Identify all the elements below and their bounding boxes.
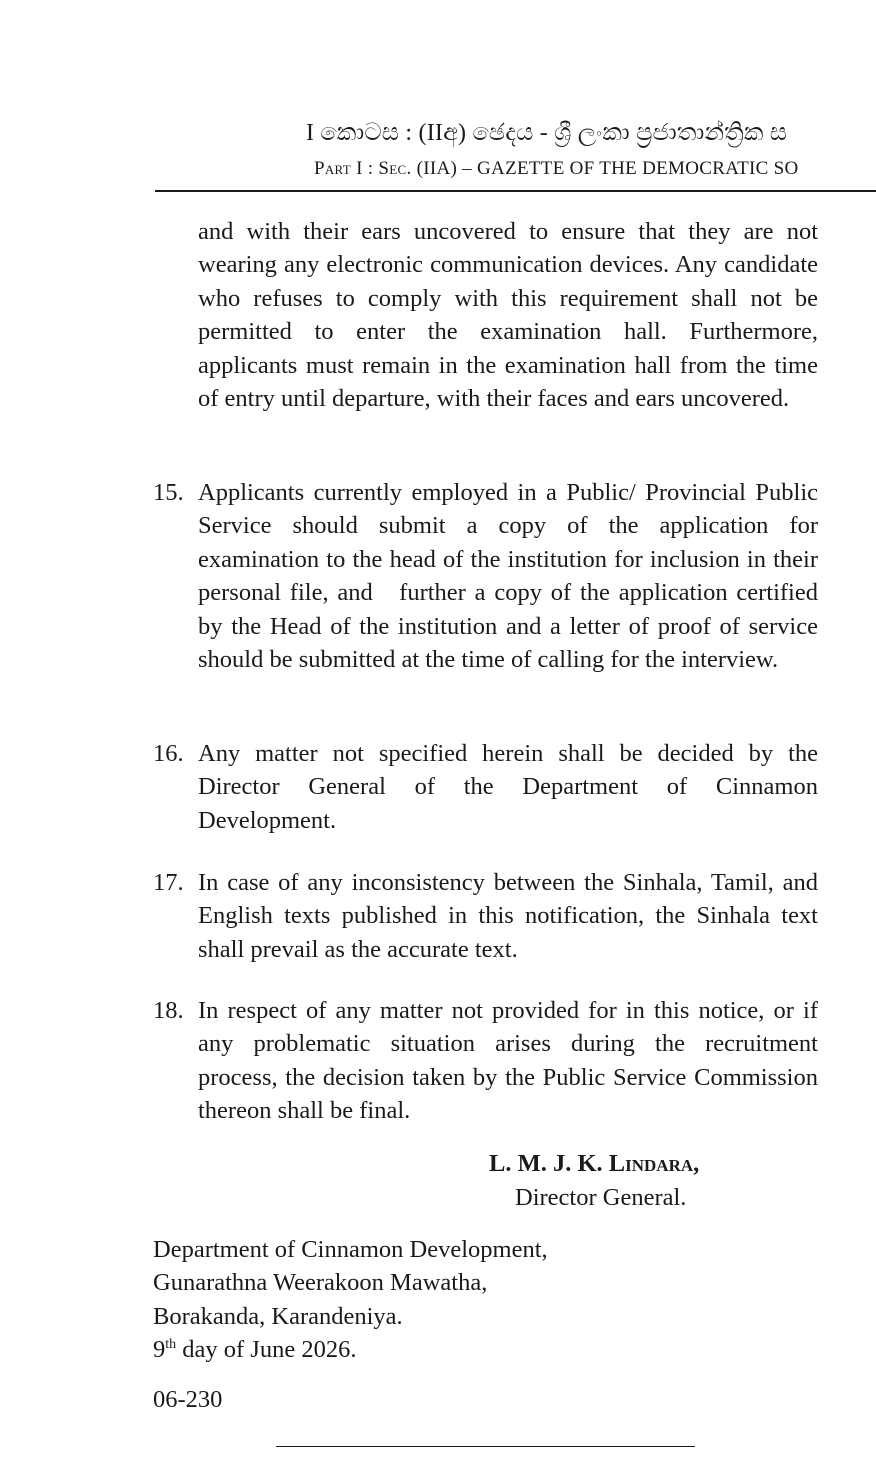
address-line-street: Gunarathna Weerakoon Mawatha, (153, 1269, 488, 1297)
signatory-title: Director General. (515, 1184, 687, 1211)
clause-text: In case of any inconsistency between the Sinhala, Tamil, and English texts published in this notification, the Sinhala text shall prevail as the accurate text. (198, 869, 818, 963)
header-divider (155, 190, 876, 192)
footer-divider (276, 1446, 695, 1447)
clause-number: 17. (153, 869, 184, 896)
clause-17 (153, 866, 818, 966)
header-english-title (314, 158, 799, 180)
clause-number: 16. (153, 740, 184, 767)
header-sinhala-title: I කොටස : (IIඅ) ඡෙදය - ශ්‍රී ලංකා ප්‍රජාතාන්ත්‍රික ස (306, 120, 788, 146)
signatory-initials: L. M. J. K. (489, 1150, 603, 1177)
date-line (153, 1333, 548, 1366)
header-part-word: Part (314, 158, 351, 179)
header-gazette-title: (IIA) – GAZETTE OF THE DEMOCRATIC SO (416, 158, 799, 179)
continued-paragraph: and with their ears uncovered to ensure that they are not wearing any electronic communication devices. Any candidate who refuses to comply with this requirement shall not be permitted to enter the examination hall. Furthermore, applicants must remain in the examination hall from the time of entry until departure, with their faces and ears uncovered. (198, 218, 818, 413)
reference-number: 06-230 (153, 1386, 223, 1413)
clause-text: Any matter not specified herein shall be decided by the Director General of the Department of Cinnamon Development. (198, 740, 818, 834)
clause-16 (153, 737, 818, 837)
clause-number: 15. (153, 479, 184, 506)
clause-text: In respect of any matter not provided for in this notice, or if any problematic situation arises during the recruitment process, the decision taken by the Public Service Commission thereon shall be final. (198, 997, 818, 1125)
date-rest: day of June 2026. (176, 1336, 357, 1364)
clause-number: 18. (153, 997, 184, 1024)
address-line-town: Borakanda, Karandeniya. (153, 1302, 403, 1330)
header-part-number: I : (356, 158, 374, 179)
address-line-department: Department of Cinnamon Development, (153, 1236, 548, 1263)
signatory-name (489, 1150, 699, 1178)
clause-text: Applicants currently employed in a Public/ Provincial Public Service should submit a copy of the application for examination to the head of the institution for inclusion in their personal file, and further a copy of the application certified by the Head of the institution and a letter of proof of service should be submitted at the time of calling for the interview. (198, 479, 818, 674)
address-block (153, 1233, 548, 1367)
date-suffix: th (165, 1337, 177, 1353)
signatory-surname: Lindara, (608, 1150, 700, 1177)
header-sec-word: Sec. (378, 158, 412, 179)
clause-15 (153, 476, 818, 676)
date-day: 9 (153, 1336, 166, 1364)
clause-18 (153, 994, 818, 1128)
